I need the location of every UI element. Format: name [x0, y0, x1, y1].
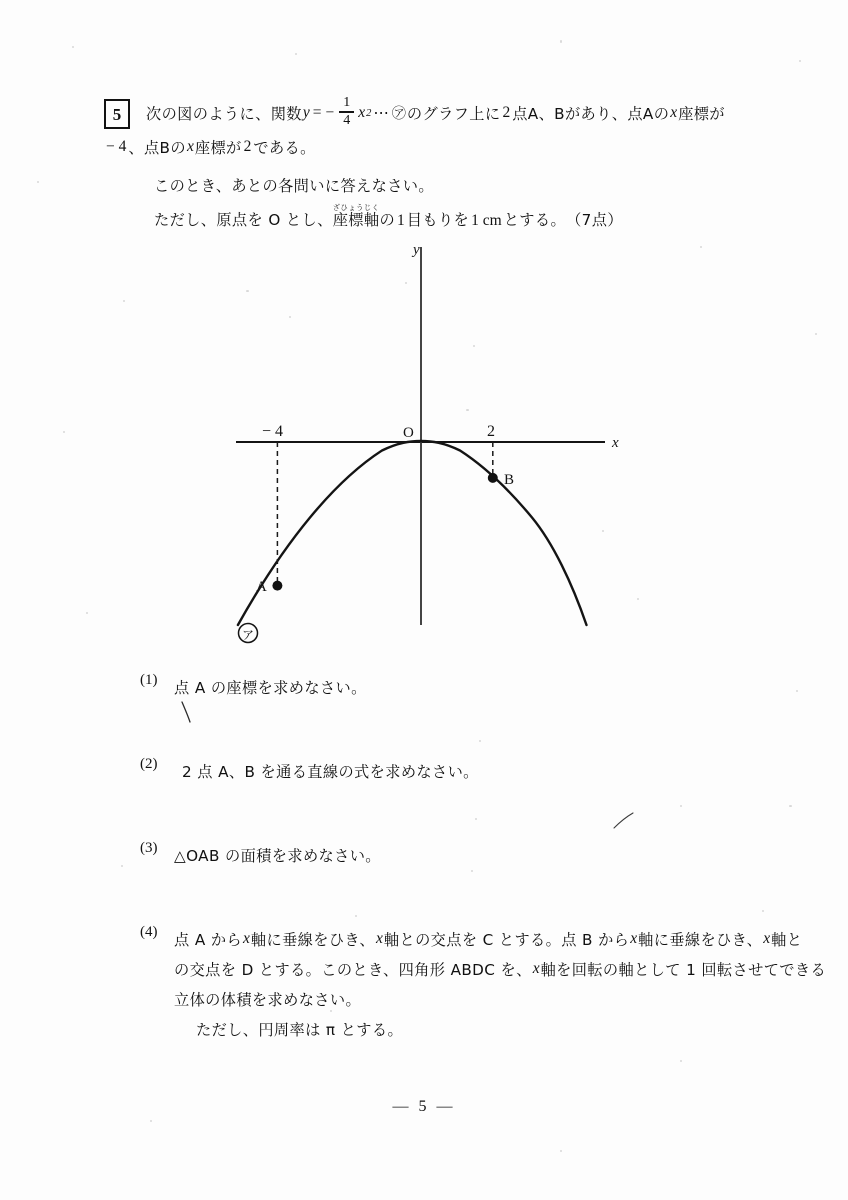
- points-value: （7点）: [566, 211, 623, 229]
- page-number: — 5 —: [392, 1098, 456, 1115]
- stem-line-3: [154, 168, 764, 196]
- question-2-line-1: [174, 756, 479, 786]
- tick-label-minus-four: − 4: [262, 423, 284, 440]
- scan-speckle: [700, 246, 702, 248]
- scan-speckle: [789, 805, 792, 807]
- variable-x: x: [532, 960, 540, 977]
- question-text: 点 A の座標を求めなさい。: [174, 678, 367, 697]
- scan-speckle: [560, 1150, 562, 1152]
- variable-x: x: [630, 930, 638, 947]
- question-text: △OAB の面積を求めなさい。: [174, 846, 381, 865]
- variable-x: x: [376, 930, 383, 947]
- scan-speckle: [815, 333, 817, 335]
- question-4-line-4: [174, 1014, 826, 1044]
- scan-speckle: [37, 181, 39, 183]
- circled-a-marker: ㋐: [391, 106, 406, 122]
- scan-speckle: [289, 316, 291, 318]
- scan-speckle: [475, 818, 477, 820]
- question-1-tag: (1): [140, 672, 158, 688]
- unit-centimeter: 1 cm: [471, 212, 502, 229]
- question-text: 軸との交点を C とする。点 B から: [383, 930, 630, 949]
- question-1: [140, 672, 367, 702]
- variable-y: y: [302, 104, 310, 121]
- axis-label-y: y: [413, 242, 420, 258]
- scan-speckle: [295, 53, 297, 55]
- value-one: 1: [397, 212, 405, 229]
- stem-text: 次の図のように、関数: [146, 104, 302, 123]
- ellipsis: ⋯: [373, 104, 389, 122]
- stem-text: 目もりを: [406, 211, 470, 229]
- stem-text: 、点Bの: [128, 138, 186, 157]
- question-text: の交点を D とする。このとき、四角形 ABDC を、: [174, 960, 532, 979]
- problem-number: 5: [112, 104, 122, 124]
- variable-x: x: [763, 930, 771, 947]
- ruby-furigana: ざひょうじく: [332, 203, 380, 212]
- question-text: 2 点 A、B を通る直線の式を求めなさい。: [182, 762, 479, 781]
- question-2: [140, 756, 479, 786]
- fraction-one-quarter: [339, 96, 354, 129]
- question-1-body: [174, 672, 367, 702]
- scan-speckle: [63, 431, 65, 433]
- scan-speckle: [602, 530, 604, 532]
- stem-text: とする。: [503, 211, 567, 229]
- question-3: [140, 840, 381, 870]
- value-two: 2: [243, 138, 252, 155]
- point-b-label: B: [504, 472, 515, 488]
- origin-label: O: [403, 425, 414, 441]
- question-4-tag: (4): [140, 924, 158, 940]
- question-4-line-3: [174, 984, 826, 1014]
- minus-sign: −: [325, 104, 335, 121]
- stem-text: ただし、原点を O とし、: [154, 211, 333, 229]
- equals-sign: =: [312, 104, 322, 121]
- problem-number-box: [104, 99, 130, 129]
- question-3-line-1: [174, 840, 381, 870]
- question-4-line-2: [174, 954, 826, 984]
- scan-speckle: [121, 865, 123, 867]
- question-text: 軸と: [771, 930, 803, 949]
- scan-speckle: [123, 300, 125, 302]
- question-text: 軸に垂線をひき、: [638, 930, 763, 949]
- scan-speckle: [246, 290, 249, 292]
- stem-text: このとき、あとの各問いに答えなさい。: [154, 177, 434, 195]
- point-a-label: A: [256, 579, 267, 595]
- question-text: ただし、円周率は π とする。: [196, 1020, 404, 1039]
- ruby-base: 座標軸: [332, 211, 380, 229]
- stray-pen-mark: [612, 810, 638, 834]
- scan-speckle: [72, 46, 74, 48]
- scan-speckle: [762, 910, 764, 912]
- question-4: [140, 924, 826, 1044]
- scan-speckle: [466, 409, 469, 411]
- scan-speckle: [799, 60, 801, 62]
- question-text: 点 A から: [174, 930, 243, 949]
- stem-text: 座標が: [678, 104, 725, 123]
- exponent-two: 2: [366, 107, 372, 119]
- variable-x: x: [670, 104, 678, 121]
- scan-speckle: [680, 1060, 682, 1062]
- stem-text: のグラフ上に: [406, 104, 501, 123]
- question-2-body: [174, 756, 479, 786]
- scan-speckle: [680, 805, 682, 807]
- variable-x: x: [243, 930, 250, 947]
- problem-statement: [104, 96, 764, 230]
- tick-label-two: 2: [487, 423, 495, 440]
- axis-label-x: x: [612, 435, 619, 451]
- scan-speckle: [479, 740, 481, 742]
- scan-speckle: [471, 870, 473, 872]
- variable-x: x: [186, 138, 194, 155]
- parabola-curve: [238, 441, 587, 625]
- question-text: 立体の体積を求めなさい。: [174, 990, 362, 1009]
- stem-text: 座標が: [194, 138, 242, 157]
- question-text: 軸を回転の軸として 1 回転させてできる: [540, 960, 827, 979]
- stem-line-4: [154, 202, 764, 230]
- scan-speckle: [473, 345, 475, 347]
- question-3-tag: (3): [140, 840, 158, 856]
- variable-x: x: [358, 104, 366, 121]
- question-2-tag: (2): [140, 756, 158, 772]
- scan-speckle: [150, 1120, 152, 1122]
- problem-stem: [106, 94, 764, 230]
- stem-line-1: [146, 96, 764, 130]
- count-two: 2: [502, 104, 511, 121]
- scan-speckle: [86, 612, 88, 614]
- ruby-zahyoujiku: [333, 203, 380, 230]
- curve-label-a: ア: [242, 628, 255, 642]
- question-3-body: [174, 840, 381, 870]
- value-minus-four: − 4: [106, 138, 127, 155]
- question-text: 軸に垂線をひき、: [250, 930, 375, 949]
- scan-speckle: [637, 598, 639, 600]
- curve-label-circle: [239, 624, 258, 643]
- scan-speckle: [405, 282, 407, 284]
- question-1-line-1: [174, 672, 367, 702]
- stem-line-2: [104, 132, 764, 162]
- scan-speckle: [796, 690, 798, 692]
- scan-speckle: [560, 40, 562, 43]
- stem-text: である。: [253, 138, 316, 157]
- stem-text: の: [379, 211, 396, 229]
- fraction-denominator: 4: [343, 112, 351, 128]
- point-b-marker: [488, 473, 498, 483]
- stem-text: 点A、Bがあり、点Aの: [512, 104, 670, 123]
- question-4-body: [174, 924, 826, 1044]
- question-4-line-1: [174, 924, 826, 954]
- fraction-numerator: 1: [343, 94, 351, 110]
- point-a-marker: [272, 581, 282, 591]
- scan-speckle: [355, 915, 357, 917]
- stray-pen-mark: [178, 700, 202, 728]
